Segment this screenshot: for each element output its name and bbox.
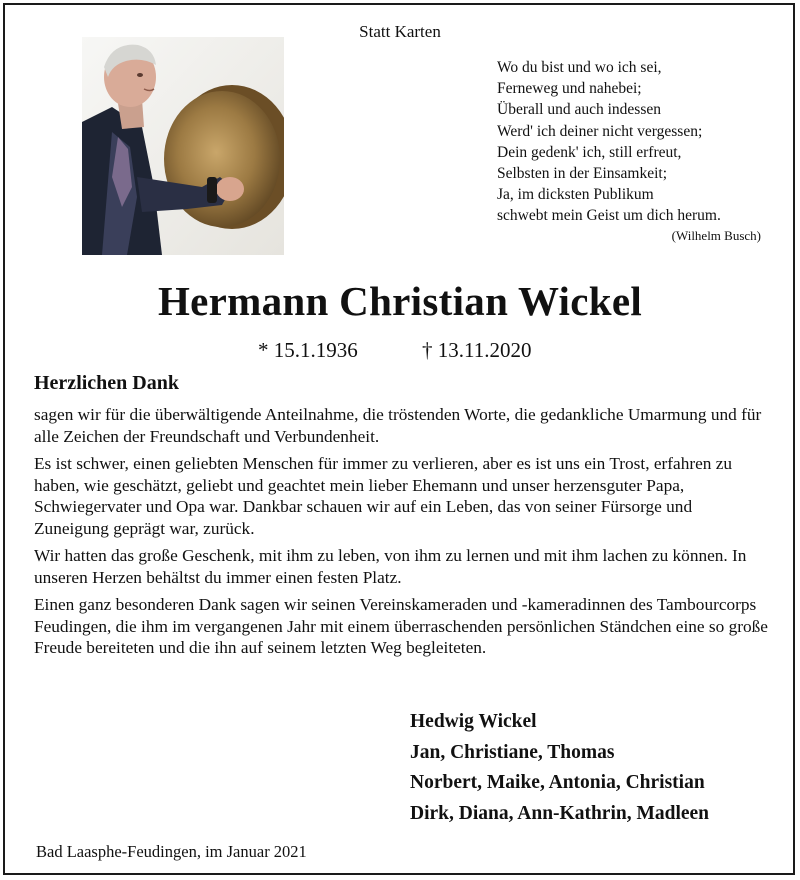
death-date: † 13.11.2020 <box>422 338 532 362</box>
poem <box>497 57 767 244</box>
family-member-line: Hedwig Wickel <box>410 711 537 732</box>
header-note: Statt Karten <box>359 22 441 41</box>
thanks-paragraph: Wir hatten das große Geschenk, mit ihm zu leben, von ihm zu lernen und mit ihm lachen zu können. In unseren Herzen behältst du immer einen festen Platz. <box>34 546 747 587</box>
poem-line: Überall und auch indessen <box>497 101 661 119</box>
thanks-heading: Herzlichen Dank <box>34 372 179 394</box>
poem-line: Selbsten in der Einsamkeit; <box>497 165 668 183</box>
deceased-name: Hermann Christian Wickel <box>157 278 643 324</box>
thanks-body <box>34 404 769 665</box>
poem-line: schwebt mein Geist um dich herum. <box>497 207 721 225</box>
poem-line: Dein gedenk' ich, still erfreut, <box>497 143 682 161</box>
place-and-date: Bad Laasphe-Feudingen, im Januar 2021 <box>36 842 307 861</box>
family-member-line: Jan, Christiane, Thomas <box>410 741 615 763</box>
portrait-photo <box>82 37 284 255</box>
family-member-line: Norbert, Maike, Antonia, Christian <box>410 772 705 793</box>
poem-line: Ferneweg und nahebei; <box>497 80 642 98</box>
family-signatures <box>410 707 709 829</box>
thanks-paragraph: sagen wir für die überwältigende Anteilnahme, die tröstenden Worte, die gedankliche Umarmung und für alle Zeichen der Freundschaft und Verbundenheit. <box>34 405 762 446</box>
poem-line: Ja, im dicksten Publikum <box>497 186 654 204</box>
family-member-line: Dirk, Diana, Ann-Kathrin, Madleen <box>410 802 710 824</box>
poem-line: Wo du bist und wo ich sei, <box>497 59 662 76</box>
thanks-paragraph: Es ist schwer, einen geliebten Menschen für immer zu verlieren, aber es ist uns ein Trost, erfahren zu haben, wie geschätzt, geliebt und geachtet mein lieber Ehemann und unser herzensguter Papa, Schwiegervater und Opa war. Dankbar schauen wir auf ein Leben, das von seiner Fürsorge und Zuneigung geprägt war, zurück. <box>34 454 733 538</box>
poem-author: (Wilhelm Busch) <box>671 227 761 243</box>
thanks-paragraph: Einen ganz besonderen Dank sagen wir seinen Vereinskameraden und -kameradinnen des Tambourcorps Feudingen, die ihm im vergangenen Jahr mit einem überraschenden persönlichen Ständchen eine so große Freude bereiteten und die ihn auf seinem letzten Weg begleiteten. <box>34 595 768 657</box>
birth-date: * 15.1.1936 <box>258 338 358 362</box>
poem-line: Werd' ich deiner nicht vergessen; <box>497 122 703 140</box>
